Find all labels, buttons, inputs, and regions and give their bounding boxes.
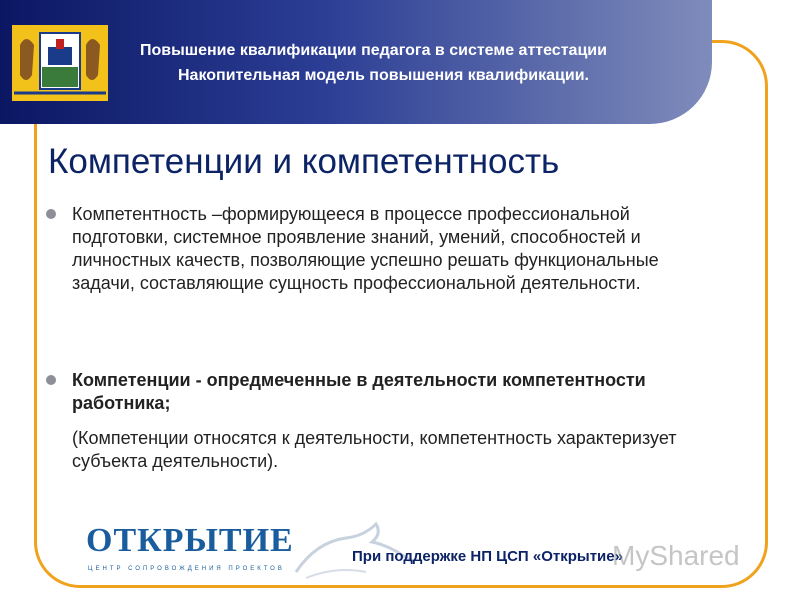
header-banner (0, 0, 712, 124)
logo-wordmark: ОТКРЫТИЕ (86, 522, 294, 559)
bullet-item-competencies (46, 369, 706, 473)
logo-subtitle: ЦЕНТР СОПРОВОЖДЕНИЯ ПРОЕКТОВ (88, 566, 285, 572)
header-title: Повышение квалификации педагога в системе аттестации (140, 42, 607, 59)
bullet-subtext: (Компетенции относятся к деятельности, компетентность характеризует субъекта деятельности). (72, 428, 677, 471)
slide-title: Компетенции и компетентность (48, 142, 560, 181)
bullet-item-competence (46, 203, 706, 295)
header-subtitle: Накопительная модель повышения квалификации. (178, 67, 589, 84)
bullet-dot-icon (46, 375, 56, 385)
bullet-bold-text: Компетенции - опредмеченные в деятельности компетентности работника; (72, 370, 646, 413)
otkrytie-logo (86, 520, 336, 590)
bullet-text: Компетентность –формирующееся в процессе профессиональной подготовки, системное проявление знаний, умений, способностей и личностных качеств, позволяющие успешно решать функциональные задачи, составляющие сущность профессиональной деятельности. (72, 204, 659, 293)
support-caption: При поддержке НП ЦСП «Открытие» (352, 548, 623, 565)
watermark: MyShared (612, 540, 740, 571)
coat-of-arms-icon (12, 25, 108, 101)
bullet-dot-icon (46, 209, 56, 219)
